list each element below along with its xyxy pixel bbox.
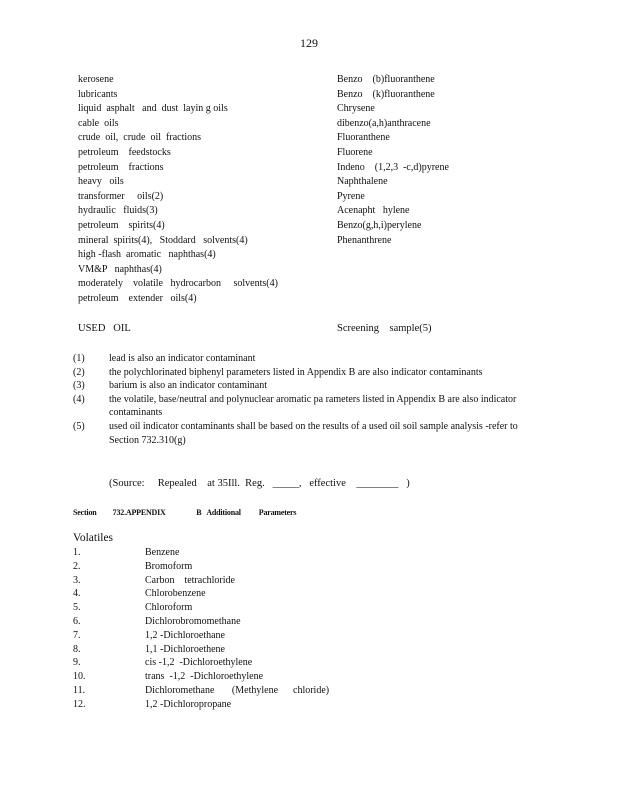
item-number: 7. [73,629,81,641]
list-item: Chrysene [337,103,375,115]
footnote [73,393,543,420]
list-item: liquid asphalt and dust layin g oils [78,103,228,115]
list-item: cable oils [78,117,119,129]
list-item: Naphthalene [337,176,388,188]
list-item: high -flash aromatic naphthas(4) [78,249,216,261]
list-item: hydraulic fluids(3) [78,205,158,217]
item-name: 1,2 -Dichloroethane [145,629,225,641]
list-item [73,643,329,657]
list-item: Benzo (k)fluoranthene [337,88,435,100]
list-item: petroleum feedstocks [78,146,171,158]
item-number: 10. [73,671,86,683]
item-number: 9. [73,657,81,669]
item-number: 4. [73,588,81,600]
footnote [73,366,543,380]
list-item: Pyrene [337,190,365,202]
list-item: lubricants [78,88,118,100]
item-name: 1,1 -Dichloroethene [145,643,225,655]
list-item: Benzo (b)fluoranthene [337,74,435,85]
section-heading: Section 732.APPENDIX B Additional Parameters [73,508,297,517]
item-name: Benzene [145,547,180,558]
footnote-number: (4) [73,393,85,405]
item-number: 1. [73,547,81,558]
list-item: kerosene [78,74,114,85]
list-item: Indeno (1,2,3 -c,d)pyrene [337,161,449,173]
indicator-sources-list [78,73,278,307]
volatiles-heading: Volatiles [73,532,114,544]
list-item: dibenzo(a,h)anthracene [337,117,431,129]
footnote [73,420,543,447]
list-item [73,587,329,601]
list-item: heavy oils [78,176,124,188]
item-name: 1,2 -Dichloropropane [145,698,232,710]
item-number: 8. [73,643,81,655]
list-item: petroleum spirits(4) [78,219,165,231]
item-number: 6. [73,615,81,627]
list-item [73,629,329,643]
footnote-number: (5) [73,420,85,432]
source-line: (Source: Repealed at 35Ill. Reg. _____, effective ________ ) [109,478,410,489]
item-number: 3. [73,574,81,586]
footnote-number: (3) [73,380,85,392]
footnote-text: barium is also an indicator contaminant [109,380,268,392]
list-item: Benzo(g,h,i)perylene [337,219,422,231]
used-oil-label: USED OIL [78,323,131,334]
footnote-text: the volatile, base/neutral and polynuclear aromatic pa rameters listed in Appendix B are also indicator contaminants [109,393,517,419]
list-item: Acenapht hylene [337,205,410,217]
list-item: moderately volatile hydrocarbon solvents(4) [78,278,278,290]
list-item [73,615,329,629]
indicator-contaminants-list [337,73,449,248]
volatiles-list [73,546,329,712]
list-item: Fluoranthene [337,132,390,144]
list-item: petroleum fractions [78,161,164,173]
list-item: VM&P naphthas(4) [78,263,162,275]
item-number: 5. [73,602,81,614]
list-item [73,656,329,670]
item-name: Chlorobenzene [145,588,206,600]
footnote [73,379,543,393]
list-item: transformer oils(2) [78,190,164,202]
list-item [73,670,329,684]
footnote-text: used oil indicator contaminants shall be based on the results of a used oil soil sample analysis -refer to Section 732.310(g) [109,420,518,446]
footnote-text: the polychlorinated biphenyl parameters listed in Appendix B are also indicator contaminants [109,366,483,378]
item-name: cis -1,2 -Dichloroethylene [145,657,253,669]
list-item [73,546,329,560]
item-number: 2. [73,560,81,572]
footnote-number: (2) [73,366,85,378]
page-number: 129 [300,36,318,50]
item-name: Chloroform [145,602,193,614]
list-item: Fluorene [337,146,373,158]
list-item: petroleum extender oils(4) [78,292,197,304]
list-item [73,560,329,574]
item-number: 12. [73,698,86,710]
screening-sample-label: Screening sample(5) [337,323,432,334]
list-item: mineral spirits(4), Stoddard solvents(4) [78,234,248,246]
list-item [73,601,329,615]
list-item [73,684,329,698]
footnote [73,352,543,366]
item-name: Dichlorobromomethane [145,615,241,627]
item-number: 11. [73,684,86,696]
list-item [73,574,329,588]
footnotes [73,352,543,447]
list-item: Phenanthrene [337,234,392,246]
item-name: Dichloromethane (Methylene chloride) [145,684,330,696]
item-name: Carbon tetrachloride [145,574,235,586]
footnote-number: (1) [73,353,85,364]
item-name: Bromoform [145,560,193,572]
list-item [73,698,329,712]
footnote-text: lead is also an indicator contaminant [109,353,256,364]
item-name: trans -1,2 -Dichloroethylene [145,671,264,683]
list-item: crude oil, crude oil fractions [78,132,202,144]
